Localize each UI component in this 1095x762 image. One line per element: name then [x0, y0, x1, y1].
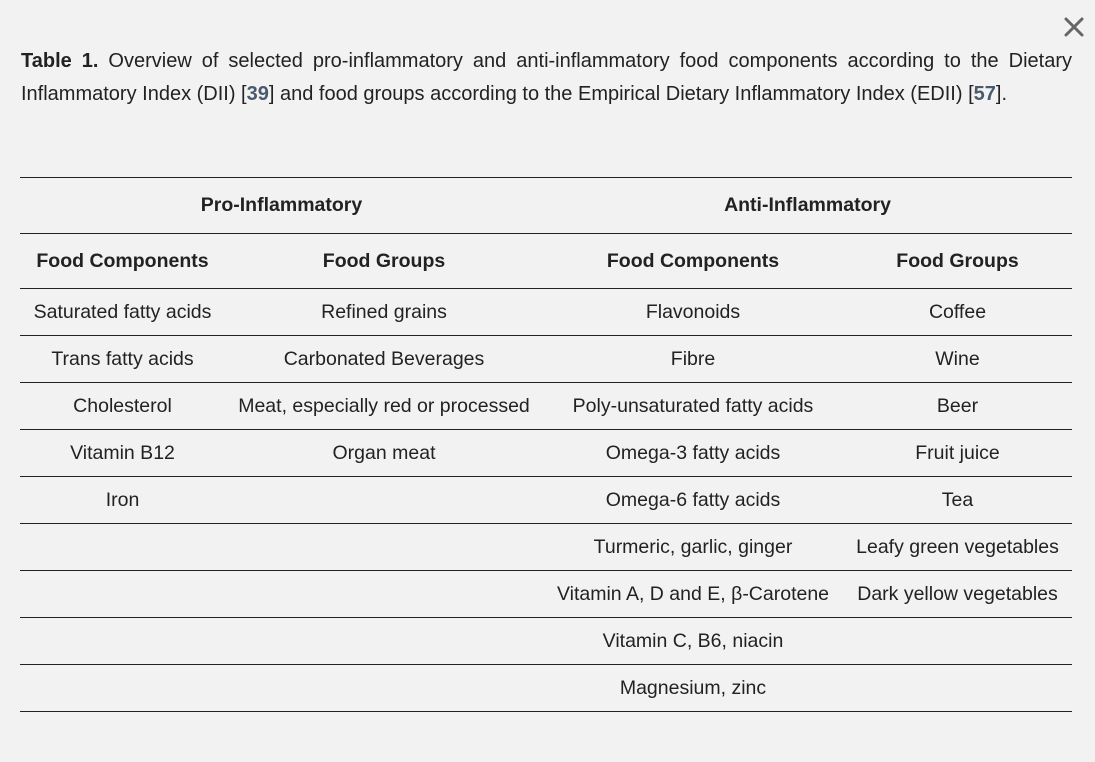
- table-cell: Poly-unsaturated fatty acids: [543, 383, 843, 430]
- table-caption: [21, 45, 1072, 111]
- table-cell: Wine: [843, 336, 1072, 383]
- table-cell: [225, 618, 543, 665]
- close-icon: [1059, 12, 1089, 42]
- table-cell: [225, 665, 543, 712]
- table-cell: Refined grains: [225, 289, 543, 336]
- table-cell: Fruit juice: [843, 430, 1072, 477]
- table-cell: Cholesterol: [20, 383, 225, 430]
- table-row: [20, 477, 1072, 524]
- table-cell: Magnesium, zinc: [543, 665, 843, 712]
- table-cell: [225, 571, 543, 618]
- table-row: [20, 571, 1072, 618]
- table-cell: Saturated fatty acids: [20, 289, 225, 336]
- column-header: Food Groups: [225, 234, 543, 289]
- caption-text: Overview of selected pro-inflammatory and anti-inflammatory food components according to the Dietary Inflammatory Index (DII) [: [21, 50, 1072, 105]
- caption-text: ].: [995, 83, 1008, 105]
- table-row: [20, 524, 1072, 571]
- table-row: [20, 383, 1072, 430]
- table-cell: Trans fatty acids: [20, 336, 225, 383]
- table-cell: Leafy green vegetables: [843, 524, 1072, 571]
- table-row: [20, 665, 1072, 712]
- table-cell: [20, 618, 225, 665]
- table-row: [20, 289, 1072, 336]
- caption-label: Table 1.: [21, 50, 99, 72]
- table-cell: Coffee: [843, 289, 1072, 336]
- table-cell: Vitamin A, D and E, β-Carotene: [543, 571, 843, 618]
- table-cell: Vitamin B12: [20, 430, 225, 477]
- table-cell: Organ meat: [225, 430, 543, 477]
- table-row: [20, 430, 1072, 477]
- table-row: [20, 336, 1072, 383]
- inflammatory-food-table: [20, 177, 1072, 712]
- table-cell: Meat, especially red or processed: [225, 383, 543, 430]
- table-cell: [20, 665, 225, 712]
- group-header-anti-inflammatory: Anti-Inflammatory: [543, 178, 1072, 234]
- column-header: Food Components: [20, 234, 225, 289]
- group-header-pro-inflammatory: Pro-Inflammatory: [20, 178, 543, 234]
- table-cell: Fibre: [543, 336, 843, 383]
- reference-link-39[interactable]: 39: [246, 83, 269, 105]
- table-cell: [843, 618, 1072, 665]
- reference-link-57[interactable]: 57: [973, 83, 996, 105]
- table-row: [20, 618, 1072, 665]
- table-cell: Flavonoids: [543, 289, 843, 336]
- table-cell: Tea: [843, 477, 1072, 524]
- column-header: Food Components: [543, 234, 843, 289]
- table-cell: Beer: [843, 383, 1072, 430]
- table-cell: Iron: [20, 477, 225, 524]
- table-cell: [20, 571, 225, 618]
- column-header: Food Groups: [843, 234, 1072, 289]
- table-cell: Turmeric, garlic, ginger: [543, 524, 843, 571]
- table-cell: [20, 524, 225, 571]
- column-header-row: [20, 234, 1072, 289]
- table-cell: Dark yellow vegetables: [843, 571, 1072, 618]
- caption-text: ] and food groups according to the Empirical Dietary Inflammatory Index (EDII) [: [268, 83, 974, 105]
- group-header-row: [20, 178, 1072, 234]
- table-cell: Omega-3 fatty acids: [543, 430, 843, 477]
- table-cell: Carbonated Beverages: [225, 336, 543, 383]
- table-cell: [225, 524, 543, 571]
- close-button[interactable]: [1059, 12, 1089, 42]
- table-cell: [843, 665, 1072, 712]
- table-cell: Omega-6 fatty acids: [543, 477, 843, 524]
- table-cell: [225, 477, 543, 524]
- table-cell: Vitamin C, B6, niacin: [543, 618, 843, 665]
